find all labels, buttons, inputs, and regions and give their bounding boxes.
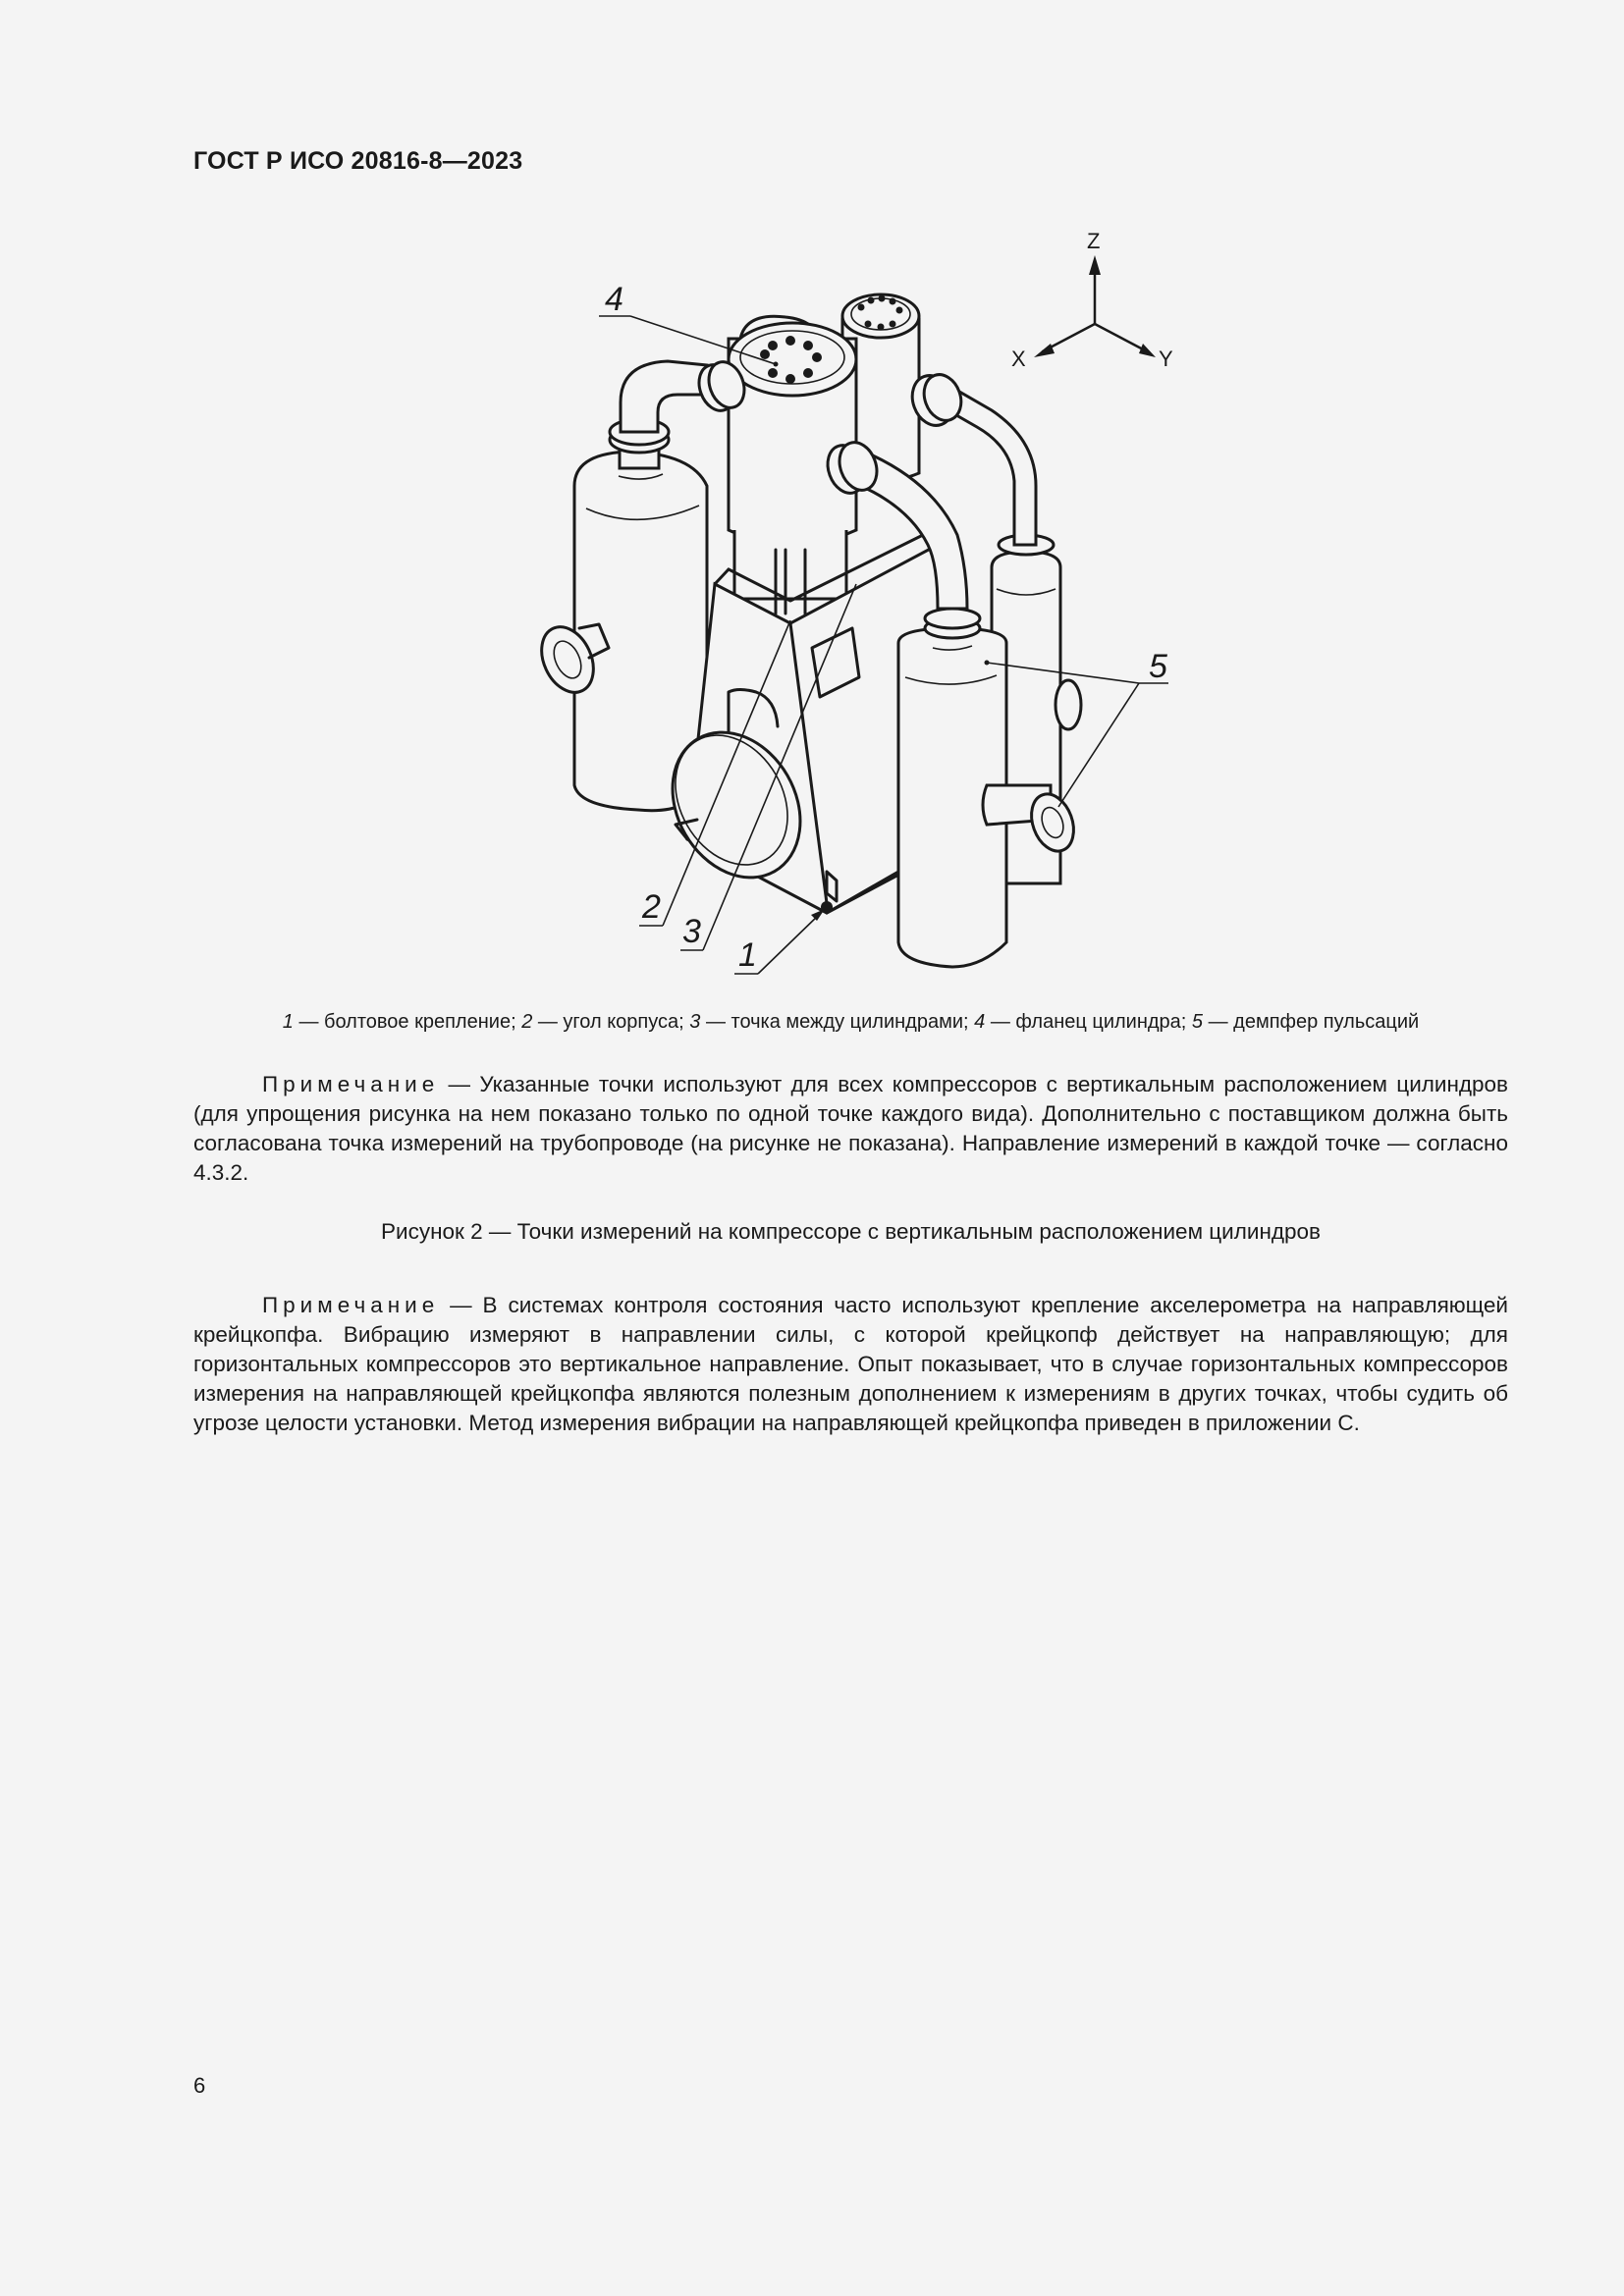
callout-2: 2 xyxy=(642,888,661,926)
figure-legend xyxy=(193,1011,1508,1034)
compressor-figure xyxy=(520,221,1208,987)
legend-num-4: 4 xyxy=(974,1011,986,1033)
note-text: — Указанные точки используют для всех компрессоров с вертикальным расположением цилиндров (для упрощения рисунка на нем показано только по одной точке каждого вида). Дополнительно с поставщиком должна быть согласована точка измерений на трубопроводе (на рисунке не показана). Направление измерений в каждой точке — согласно 4.3.2. xyxy=(193,1072,1508,1185)
axis-z-label: Z xyxy=(1087,229,1101,253)
page-number: 6 xyxy=(193,2073,206,2098)
legend-num-2: 2 xyxy=(521,1011,533,1033)
callout-5: 5 xyxy=(1149,648,1167,685)
note-paragraph-2 xyxy=(193,1291,1508,1438)
legend-num-3: 3 xyxy=(689,1011,701,1033)
legend-text-2: — угол корпуса; xyxy=(532,1011,690,1033)
legend-text-5: — демпфер пульсаций xyxy=(1203,1011,1420,1033)
axis-x-label: X xyxy=(1011,347,1026,371)
axis-triad xyxy=(1011,229,1173,371)
callout-3: 3 xyxy=(682,913,701,950)
legend-text-1: — болтовое крепление; xyxy=(293,1011,522,1033)
legend-num-1: 1 xyxy=(282,1011,294,1033)
callout-1: 1 xyxy=(738,936,757,974)
legend-text-4: — фланец цилиндра; xyxy=(985,1011,1192,1033)
note-label: Примечание xyxy=(262,1293,440,1317)
left-damper xyxy=(531,361,707,811)
note-label: Примечание xyxy=(262,1072,440,1096)
note-paragraph-1 xyxy=(193,1070,1508,1188)
note-text: — В системах контроля состояния часто используют крепление акселерометра на направляющей крейцкопфа. Вибрацию измеряют в направлении силы, с которой крейцкопф действует на направляющую; для горизонтальных компрессоров это вертикальное направление. Опыт показывает, что в случае горизонтальных компрессоров измерения на направляющей крейцкопфа являются полезным дополнением к измерениям в других точках, чтобы судить об угрозе целости установки. Метод измерения вибрации на направляющей крейцкопфа приведен в приложении С. xyxy=(193,1293,1508,1435)
compressor-drawing xyxy=(520,221,1208,987)
legend-num-5: 5 xyxy=(1191,1011,1204,1033)
axis-y-label: Y xyxy=(1159,347,1173,371)
legend-text-3: — точка между цилиндрами; xyxy=(700,1011,975,1033)
callout-4: 4 xyxy=(605,281,623,318)
document-header: ГОСТ Р ИСО 20816-8—2023 xyxy=(193,147,523,175)
figure-caption: Рисунок 2 — Точки измерений на компрессоре с вертикальным расположением цилиндров xyxy=(381,1219,1321,1244)
